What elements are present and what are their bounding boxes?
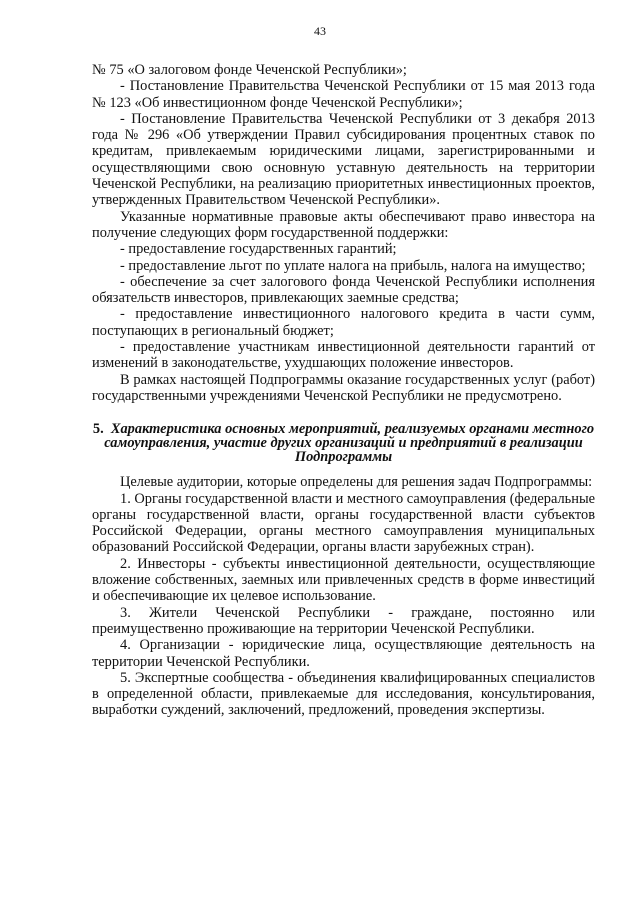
paragraph: - Постановление Правительства Чеченской Республики от 3 декабря 2013 года № 296 «Об утверждении Правил субсидирования процентных ставок по кредитам, привлекаемым юридическими лицами, зарегистрированными и осуществляющими свою основную уставную деятельность на территории Чеченской Республики, на реализацию приоритетных инвестиционных проектов, утвержденных Правительством Чеченской Республики». [92, 110, 595, 209]
paragraph: - предоставление льгот по уплате налога на прибыль, налога на имущество; [120, 257, 586, 274]
paragraph: - Постановление Правительства Чеченской Республики от 15 мая 2013 года № 123 «Об инвестиционном фонде Чеченской Республики»; [92, 78, 595, 111]
section-number: 5. [92, 421, 104, 438]
paragraph: 1. Органы государственной власти и местного самоуправления (федеральные органы государственной власти, органы государственной власти субъектов Российской Федерации, органы местного самоуправления муниципальных образований Российской Федерации, органы власти зарубежных стран). [92, 490, 595, 556]
paragraph: Целевые аудитории, которые определены для решения задач Подпрограммы: [120, 474, 593, 491]
paragraph: 3. Жители Чеченской Республики - граждане, постоянно или преимущественно проживающие на территории Чеченской Республики. [92, 604, 595, 637]
paragraph: - предоставление инвестиционного налогового кредита в части сумм, поступающих в региональный бюджет; [92, 306, 595, 339]
paragraph: 4. Организации - юридические лица, осуществляющие деятельность на территории Чеченской Республики. [92, 637, 595, 670]
paragraph: - предоставление государственных гарантий; [120, 241, 397, 258]
page-number: 43 [314, 24, 326, 38]
paragraph: 5. Экспертные сообщества - объединения квалифицированных специалистов в определенной области, привлекаемые для исследования, консультирования, выработки суждений, заключений, предложений, проведения экспертизы. [92, 669, 595, 719]
section-heading [92, 422, 595, 464]
paragraph: - предоставление участникам инвестиционной деятельности гарантий от изменений в законодательстве, ухудшающих положение инвесторов. [92, 339, 595, 372]
section-title: Характеристика основных мероприятий, реализуемых органами местного самоуправления, участие других организаций и предприятий в реализации Подпрограммы [104, 421, 595, 466]
paragraph: № 75 «О залоговом фонде Чеченской Республики»; [92, 62, 407, 78]
paragraph: 2. Инвесторы - субъекты инвестиционной деятельности, осуществляющие вложение собственных, заемных или привлеченных средств в форме инвестиций и обеспечивающие их целевое использование. [92, 555, 595, 605]
paragraph: Указанные нормативные правовые акты обеспечивают право инвестора на получение следующих форм государственной поддержки: [92, 208, 595, 241]
paragraph: В рамках настоящей Подпрограммы оказание государственных услуг (работ) государственными учреждениями Чеченской Республики не предусмотрено. [92, 371, 595, 404]
body-text [92, 62, 595, 719]
paragraph: - обеспечение за счет залогового фонда Чеченской Республики исполнения обязательств инвесторов, привлекающих заемные средства; [92, 273, 595, 307]
